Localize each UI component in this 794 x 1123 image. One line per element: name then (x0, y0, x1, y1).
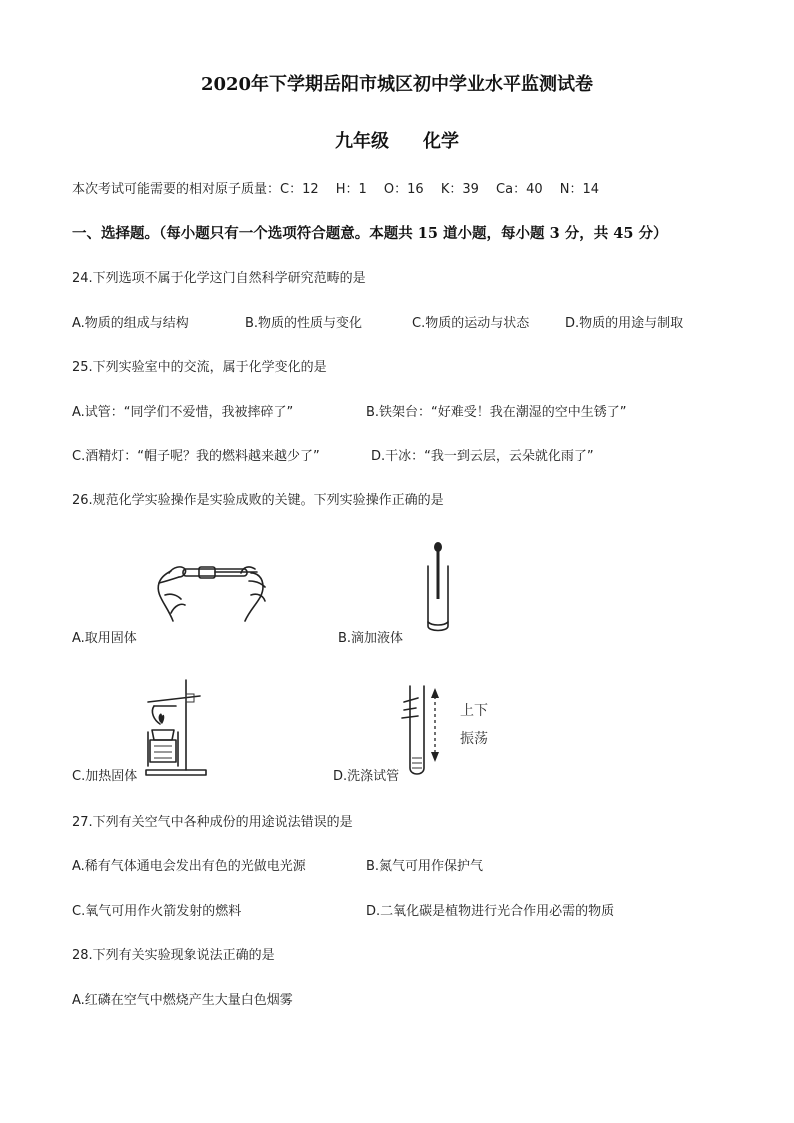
q24-option-d: D.物质的用途与制取 (565, 316, 684, 331)
q25-option-a: A.试管：“同学们不爱惜，我被摔碎了” (72, 405, 294, 420)
subject-label: 化学 (423, 131, 459, 152)
figure-wash-tube (398, 684, 508, 780)
q27-option-b: B.氮气可用作保护气 (366, 859, 484, 874)
q24-option-a: A.物质的组成与结构 (72, 316, 189, 331)
question-24-stem: 24.下列选项不属于化学这门自然科学研究范畴的是 (72, 271, 366, 286)
figure-d-label-shake: 振荡 (460, 731, 488, 747)
question-28-stem: 28.下列有关实验现象说法正确的是 (72, 948, 275, 963)
q27-option-a: A.稀有气体通电会发出有色的光做电光源 (72, 859, 306, 874)
question-25-stem: 25.下列实验室中的交流，属于化学变化的是 (72, 360, 327, 375)
figure-heat-solid (140, 676, 210, 776)
figure-dropper (418, 540, 458, 636)
q26-option-d: D.洗涤试管 (333, 769, 400, 784)
q24-option-b: B.物质的性质与变化 (245, 316, 363, 331)
q27-option-c: C.氧气可用作火箭发射的燃料 (72, 904, 242, 919)
q26-option-a: A.取用固体 (72, 631, 137, 646)
q25-option-b: B.铁架台：“好难受！我在潮湿的空中生锈了” (366, 405, 627, 420)
exam-title: 2020年下学期岳阳市城区初中学业水平监测试卷 (200, 74, 594, 95)
figure-d-label-up-down: 上下 (460, 703, 488, 719)
exam-subtitle (0, 127, 794, 153)
question-27-stem: 27.下列有关空气中各种成份的用途说法错误的是 (72, 815, 353, 830)
question-26-stem: 26.规范化学实验操作是实验成败的关键。下列实验操作正确的是 (72, 493, 444, 508)
q27-option-d: D.二氧化碳是植物进行光合作用必需的物质 (366, 904, 615, 919)
q25-option-c: C.酒精灯：“帽子呢？我的燃料越来越少了” (72, 449, 320, 464)
q24-option-c: C.物质的运动与状态 (412, 316, 530, 331)
q26-option-c: C.加热固体 (72, 769, 138, 784)
figure-take-solid (145, 555, 280, 627)
q25-option-d: D.干冰：“我一到云层，云朵就化雨了” (371, 449, 594, 464)
section-heading: 一、选择题。（每小题只有一个选项符合题意。本题共 15 道小题，每小题 3 分，共 45 分） (72, 225, 668, 242)
q26-option-b: B.滴加液体 (338, 631, 404, 646)
q28-option-a: A.红磷在空气中燃烧产生大量白色烟雾 (72, 993, 293, 1008)
atomic-mass-note: 本次考试可能需要的相对原子质量：C：12 H：1 O：16 K：39 Ca：40 N：14 (72, 182, 600, 197)
grade-label: 九年级 (335, 131, 389, 152)
